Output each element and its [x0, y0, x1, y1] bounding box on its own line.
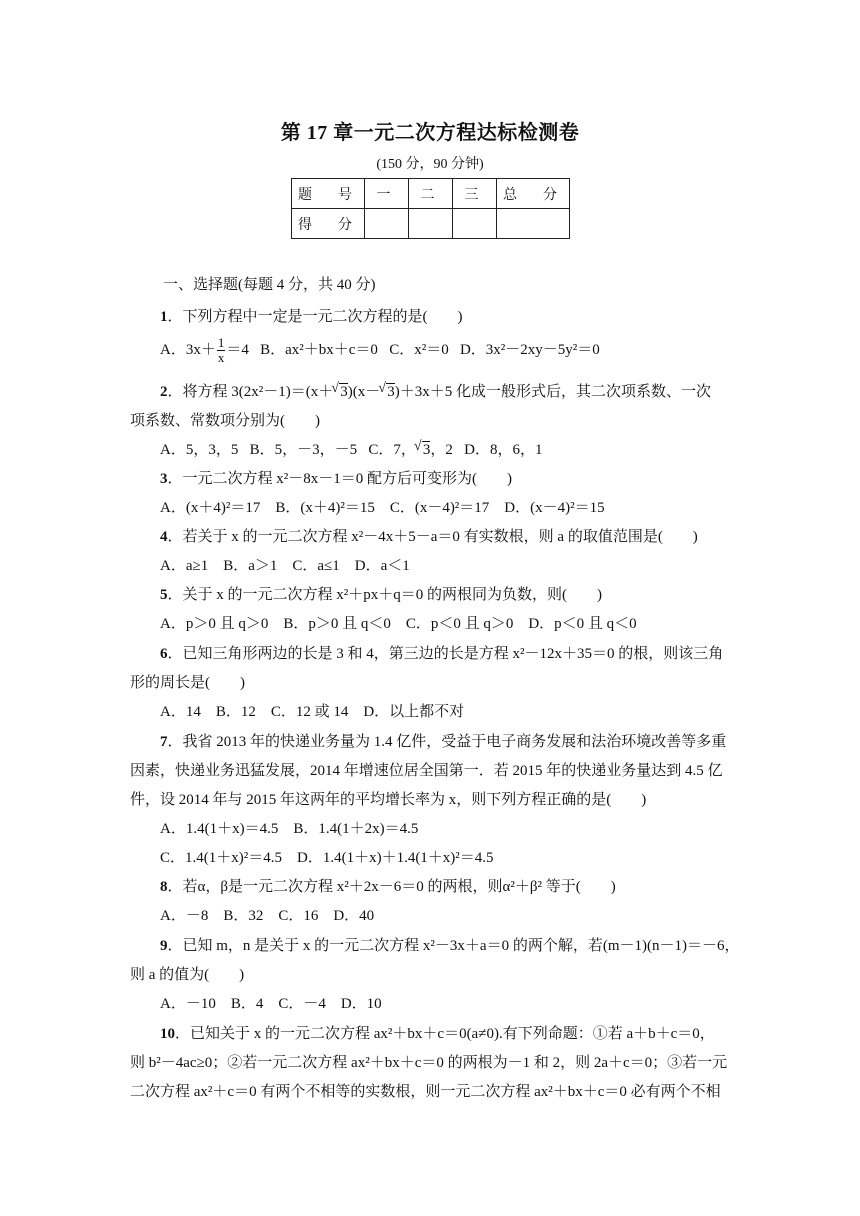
question-stem: ．下列方程中一定是一元二次方程的是( )	[167, 309, 463, 325]
question-4-options: A．a≥1 B．a＞1 C．a≤1 D．a＜1	[160, 558, 410, 574]
score-cell	[497, 209, 570, 239]
score-cell	[409, 209, 453, 239]
question-10-cont: 则 b²－4ac≥0；②若一元二次方程 ax²＋bx＋c＝0 的两根为－1 和 2，则 2a＋c＝0；③若一元	[130, 1055, 728, 1071]
question-number: 2	[160, 384, 168, 400]
option-c: C．x²＝0	[389, 341, 449, 358]
question-10: 10．已知关于 x 的一元二次方程 ax²＋bx＋c＝0(a≠0).有下列命题：①若 a＋b＋c＝0，	[160, 1026, 715, 1042]
question-9-options: A．－10 B．4 C．－4 D．10	[160, 996, 382, 1012]
option-d: D．3x²－2xy－5y²＝0	[459, 341, 600, 358]
question-5: 5．关于 x 的一元二次方程 x²＋px＋q＝0 的两根同为负数，则( )	[160, 587, 602, 603]
question-number: 8	[160, 879, 168, 895]
question-1-options	[160, 336, 600, 365]
option-a: A．5，3，5	[160, 442, 239, 458]
score-cell	[365, 209, 409, 239]
question-7-options: A．1.4(1＋x)＝4.5 B．1.4(1＋2x)＝4.5	[160, 821, 419, 837]
question-7-options: C．1.4(1＋x)²＝4.5 D．1.4(1＋x)＋1.4(1＋x)²＝4.5	[160, 850, 494, 866]
question-7: 7．我省 2013 年的快递业务量为 1.4 亿件，受益于电子商务发展和法治环境改善等多重	[160, 734, 727, 750]
question-9-cont: 则 a 的值为( )	[130, 967, 245, 983]
section-heading: 一、选择题(每题 4 分，共 40 分)	[163, 277, 376, 293]
row-label-score: 得 分	[292, 209, 365, 239]
question-6-cont: 形的周长是( )	[130, 675, 245, 691]
question-number: 3	[160, 471, 168, 487]
question-7-cont: 件，设 2014 年与 2015 年这两年的平均增长率为 x，则下列方程正确的是( )	[130, 792, 647, 808]
question-3: 3．一元二次方程 x²－8x－1＝0 配方后可变形为( )	[160, 471, 512, 487]
score-table	[291, 178, 570, 239]
question-9: 9．已知 m，n 是关于 x 的一元二次方程 x²－3x＋a＝0 的两个解，若(m－1)(n－1)＝－6，	[160, 938, 740, 954]
question-2-options	[160, 438, 542, 459]
question-2: 2．将方程 3(2x²－1)＝(x＋√ 3)(x－√ 3)＋3x＋5 化成一般形式后，其二次项系数、一次	[160, 380, 711, 401]
question-7-cont: 因素，快递业务迅猛发展，2014 年增速位居全国第一．若 2015 年的快递业务量达到 4.5 亿	[130, 763, 723, 779]
score-table-score-row	[292, 209, 570, 239]
question-8: 8．若α，β是一元二次方程 x²＋2x－6＝0 的两根，则α²＋β² 等于( )	[160, 879, 616, 895]
question-number: 7	[160, 734, 168, 750]
question-4: 4．若关于 x 的一元二次方程 x²－4x＋5－a＝0 有实数根，则 a 的取值范围是( )	[160, 529, 698, 545]
question-10-cont: 二次方程 ax²＋c＝0 有两个不相等的实数根，则一元二次方程 ax²＋bx＋c＝0 必有两个不相	[130, 1084, 721, 1100]
sqrt-symbol: √ 3	[339, 383, 348, 401]
option-b: B．ax²＋bx＋c＝0	[260, 341, 378, 358]
option-c: C．7，√ 3，2	[368, 442, 453, 458]
question-1	[160, 305, 463, 326]
question-3-options: A．(x＋4)²＝17 B．(x＋4)²＝15 C．(x－4)²＝17 D．(x－4)²＝15	[160, 500, 605, 516]
fraction: $\frac{1}{x}$	[217, 335, 225, 365]
exam-info: (150 分，90 分钟)	[376, 157, 484, 172]
score-cell	[453, 209, 497, 239]
score-table-header-row	[292, 179, 570, 209]
question-number: 9	[160, 938, 168, 954]
option-a: A．3x＋ $\frac{1}{x}$ ＝4	[160, 335, 249, 365]
page-title: 第 17 章一元二次方程达标检测卷	[280, 122, 580, 144]
option-d: D．8，6，1	[464, 442, 543, 458]
question-number: 6	[160, 646, 168, 662]
sqrt-symbol: √ 3	[386, 383, 395, 401]
header-cell-part-2: 二	[409, 179, 453, 209]
header-cell-total: 总 分	[497, 179, 570, 209]
question-6: 6．已知三角形两边的长是 3 和 4，第三边的长是方程 x²－12x＋35＝0 的根，则该三角	[160, 646, 724, 662]
question-number: 1	[160, 309, 168, 325]
header-cell-part-3: 三	[453, 179, 497, 209]
header-cell-part-1: 一	[365, 179, 409, 209]
header-cell-question-no: 题 号	[292, 179, 365, 209]
question-2-cont: 项系数、常数项分别为( )	[130, 413, 320, 429]
option-b: B．5，－3，－5	[249, 442, 358, 458]
question-number: 10	[160, 1026, 175, 1042]
question-6-options: A．14 B．12 C．12 或 14 D．以上都不对	[160, 704, 465, 720]
question-number: 5	[160, 587, 168, 603]
question-number: 4	[160, 529, 168, 545]
question-5-options: A．p＞0 且 q＞0 B．p＞0 且 q＜0 C．p＜0 且 q＞0 D．p＜0 且 q＜0	[160, 616, 637, 632]
question-8-options: A．－8 B．32 C．16 D．40	[160, 908, 375, 924]
